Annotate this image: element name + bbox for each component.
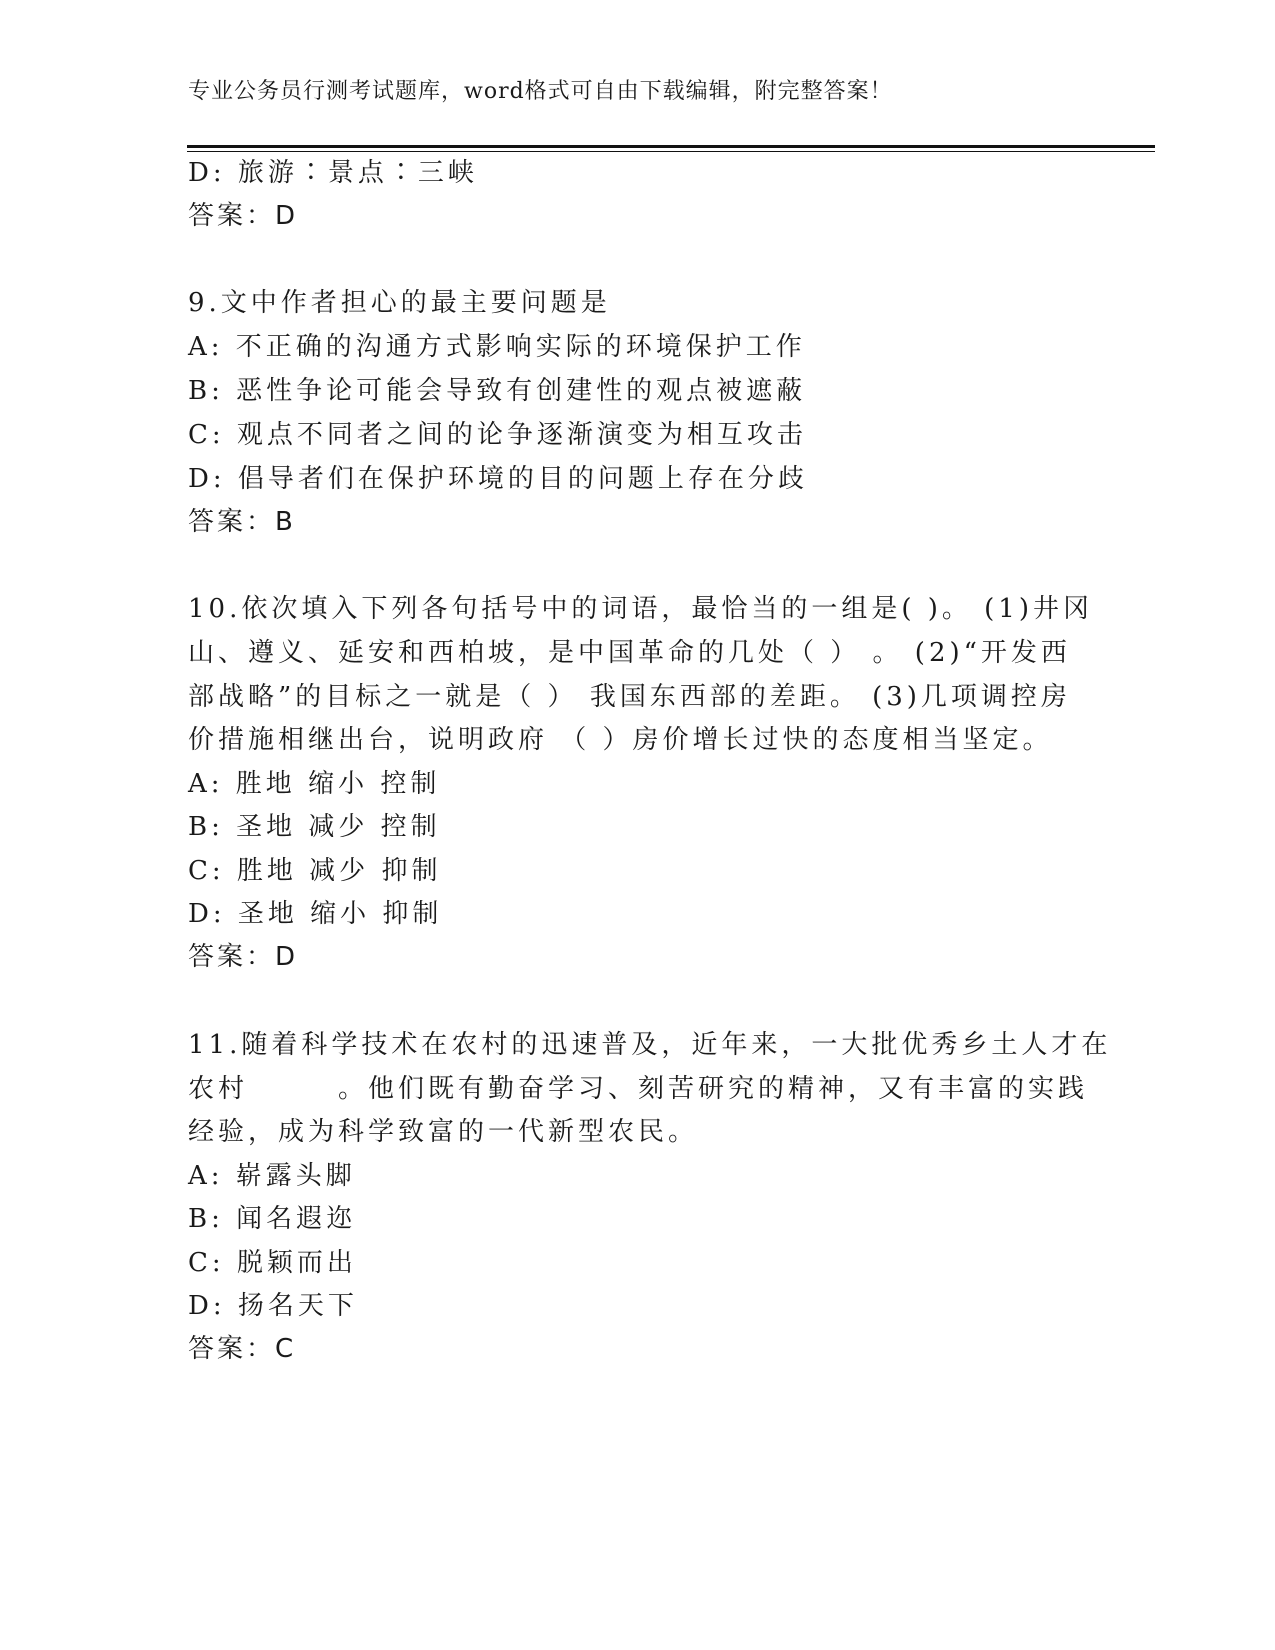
q10-answer: 答案：D	[188, 942, 299, 972]
q8-option-d: D: 旅游∶景点∶三峡	[188, 158, 478, 188]
q9-answer: 答案：B	[188, 507, 296, 537]
q9-option-b: B: 恶性争论可能会导致有创建性的观点被遮蔽	[188, 376, 807, 406]
q11-answer: 答案：C	[188, 1334, 297, 1364]
q10-stem-line-1: 10.依次填入下列各句括号中的词语，最恰当的一组是( )。 (1)井冈	[188, 594, 1093, 624]
q9-option-a: A: 不正确的沟通方式影响实际的环境保护工作	[188, 332, 806, 362]
q10-option-b: B: 圣地 减少 控制	[188, 812, 441, 842]
q11-option-a: A: 崭露头脚	[188, 1161, 356, 1191]
q11-stem-line-2: 农村 。他们既有勤奋学习、刻苦研究的精神，又有丰富的实践	[188, 1074, 1089, 1104]
q10-stem-line-4: 价措施相继出台，说明政府 （ ）房价增长过快的态度相当坚定。	[188, 725, 1053, 755]
q8-answer: 答案：D	[188, 201, 299, 231]
q11-option-c: C: 脱颖而出	[188, 1248, 357, 1278]
q11-option-b: B: 闻名遐迩	[188, 1204, 357, 1234]
q10-stem-line-3: 部战略”的目标之一就是（ ） 我国东西部的差距。 (3)几项调控房	[188, 682, 1071, 712]
q10-option-a: A: 胜地 缩小 控制	[188, 769, 441, 799]
q9-stem: 9.文中作者担心的最主要问题是	[188, 288, 611, 318]
q10-stem-line-2: 山、遵义、延安和西柏坡，是中国革命的几处（ ） 。 (2)“开发西	[188, 638, 1071, 668]
q10-option-d: D: 圣地 缩小 抑制	[188, 899, 443, 929]
q11-option-d: D: 扬名天下	[188, 1291, 358, 1321]
q10-option-c: C: 胜地 减少 抑制	[188, 856, 442, 886]
q9-option-c: C: 观点不同者之间的论争逐渐演变为相互攻击	[188, 420, 807, 450]
header-divider-thin	[187, 151, 1155, 152]
q11-stem-line-1: 11.随着科学技术在农村的迅速普及，近年来，一大批优秀乡土人才在	[188, 1030, 1112, 1060]
q11-stem-line-3: 经验，成为科学致富的一代新型农民。	[188, 1117, 699, 1147]
page-header: 专业公务员行测考试题库，word格式可自由下载编辑，附完整答案！	[188, 79, 893, 104]
header-divider-thick	[187, 145, 1155, 148]
q9-option-d: D: 倡导者们在保护环境的目的问题上存在分歧	[188, 464, 808, 494]
